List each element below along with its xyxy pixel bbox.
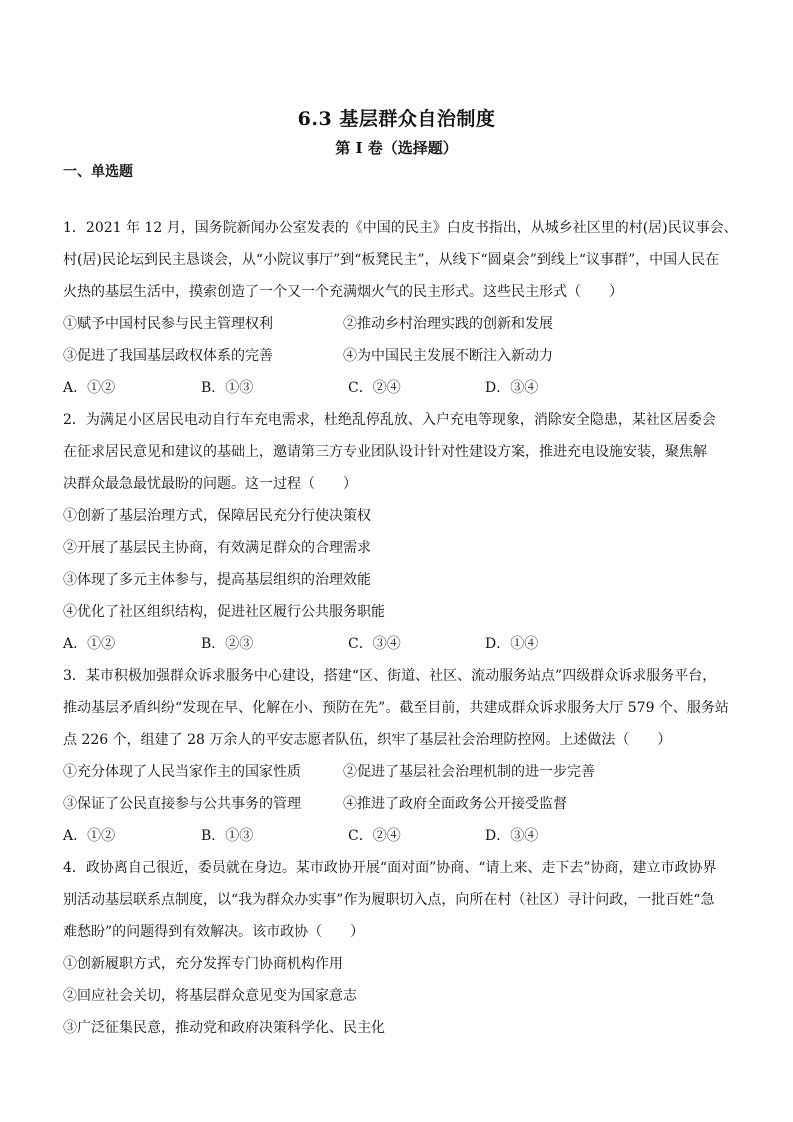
question-4-option-3: ③广泛征集民意，推动党和政府决策科学化、民主化 <box>63 1020 385 1036</box>
question-4-option-2: ②回应社会关切，将基层群众意见变为国家意志 <box>63 988 357 1004</box>
question-1-option-4: ④为中国民主发展不断注入新动力 <box>343 348 553 364</box>
question-1-choices <box>63 378 743 398</box>
question-2-choices <box>63 634 743 654</box>
question-2-option-1: ①创新了基层治理方式，保障居民充分行使决策权 <box>63 508 371 524</box>
question-2-line-2: 在征求居民意见和建议的基础上，邀请第三方专业团队设计针对性建设方案，推进充电设施安装，聚焦解 <box>63 444 707 460</box>
question-2-choice-c[interactable]: C．③④ <box>348 636 401 652</box>
question-3-choice-a[interactable]: A．①② <box>63 828 116 844</box>
page-title: 6.3 基层群众自治制度 <box>297 108 496 130</box>
question-3-option-2: ②促进了基层社会治理机制的进一步完善 <box>343 764 595 780</box>
question-2-option-2: ②开展了基层民主协商，有效满足群众的合理需求 <box>63 540 371 556</box>
question-1-options-row-1 <box>63 314 743 334</box>
question-3-choice-d[interactable]: D．③④ <box>485 828 539 844</box>
question-2-line-1: 2．为满足小区居民电动自行车充电需求，杜绝乱停乱放、入户充电等现象，消除安全隐患，某社区居委会 <box>63 412 716 428</box>
question-3-choices <box>63 826 743 846</box>
question-1-option-2: ②推动乡村治理实践的创新和发展 <box>343 316 553 332</box>
section-heading: 一、单选题 <box>63 164 133 180</box>
question-3-options-row-2 <box>63 794 743 814</box>
question-2-choice-d[interactable]: D．①④ <box>485 636 539 652</box>
question-3-option-1: ①充分体现了人民当家作主的国家性质 <box>63 764 301 780</box>
question-3-line-3: 点 226 个，组建了 28 万余人的平安志愿者队伍，织牢了基层社会治理防控网。上述做法（ ） <box>63 732 672 748</box>
question-2-option-3: ③体现了多元主体参与，提高基层组织的治理效能 <box>63 572 371 588</box>
question-3-choice-c[interactable]: C．②④ <box>348 828 401 844</box>
question-1-options-row-2 <box>63 346 743 366</box>
question-4-line-1: 4．政协离自己很近，委员就在身边。某市政协开展“面对面”协商、“请上来、走下去”协商，建立市政协界 <box>63 860 717 876</box>
question-1-line-1: 1．2021 年 12 月，国务院新闻办公室发表的《中国的民主》白皮书指出，从城乡社区里的村(居)民议事会、 <box>63 220 738 236</box>
question-1-choice-c[interactable]: C．②④ <box>348 380 401 396</box>
question-4-line-3: 难愁盼”的问题得到有效解决。该市政协（ ） <box>63 924 365 940</box>
question-4-option-1: ①创新履职方式，充分发挥专门协商机构作用 <box>63 956 343 972</box>
question-4-line-2: 别活动基层联系点制度，以“我为群众办实事”作为履职切入点，向所在村（社区）寻计问政，一批百姓“急 <box>63 892 715 908</box>
question-2-option-4: ④优化了社区组织结构，促进社区履行公共服务职能 <box>63 604 385 620</box>
question-2-choice-b[interactable]: B．②③ <box>201 636 254 652</box>
question-2-line-3: 决群众最急最忧最盼的问题。这一过程（ ） <box>63 476 357 492</box>
question-1-option-1: ①赋予中国村民参与民主管理权利 <box>63 316 273 332</box>
question-3-line-1: 3．某市积极加强群众诉求服务中心建设，搭建“区、街道、社区、流动服务站点”四级群众诉求服务平台， <box>63 668 717 684</box>
question-1-line-3: 火热的基层生活中，摸索创造了一个又一个充满烟火气的民主形式。这些民主形式（ ） <box>63 284 623 300</box>
question-2-choice-a[interactable]: A．①② <box>63 636 116 652</box>
question-3-option-4: ④推进了政府全面政务公开接受监督 <box>343 796 567 812</box>
question-1-option-3: ③促进了我国基层政权体系的完善 <box>63 348 273 364</box>
question-1-choice-a[interactable]: A．①② <box>63 380 116 396</box>
page-subtitle: 第 I 卷（选择题） <box>335 139 458 157</box>
question-3-option-3: ③保证了公民直接参与公共事务的管理 <box>63 796 301 812</box>
question-1-line-2: 村(居)民论坛到民主恳谈会，从“小院议事厅”到“板凳民主”，从线下“圆桌会”到线上“议事群”，中国人民在 <box>63 252 720 268</box>
question-1-choice-d[interactable]: D．③④ <box>485 380 539 396</box>
question-3-choice-b[interactable]: B．①③ <box>201 828 254 844</box>
question-1-choice-b[interactable]: B．①③ <box>201 380 254 396</box>
question-3-options-row-1 <box>63 762 743 782</box>
question-3-line-2: 推动基层矛盾纠纷“发现在早、化解在小、预防在先”。截至目前，共建成群众诉求服务大厅 579 个、服务站 <box>63 700 729 716</box>
